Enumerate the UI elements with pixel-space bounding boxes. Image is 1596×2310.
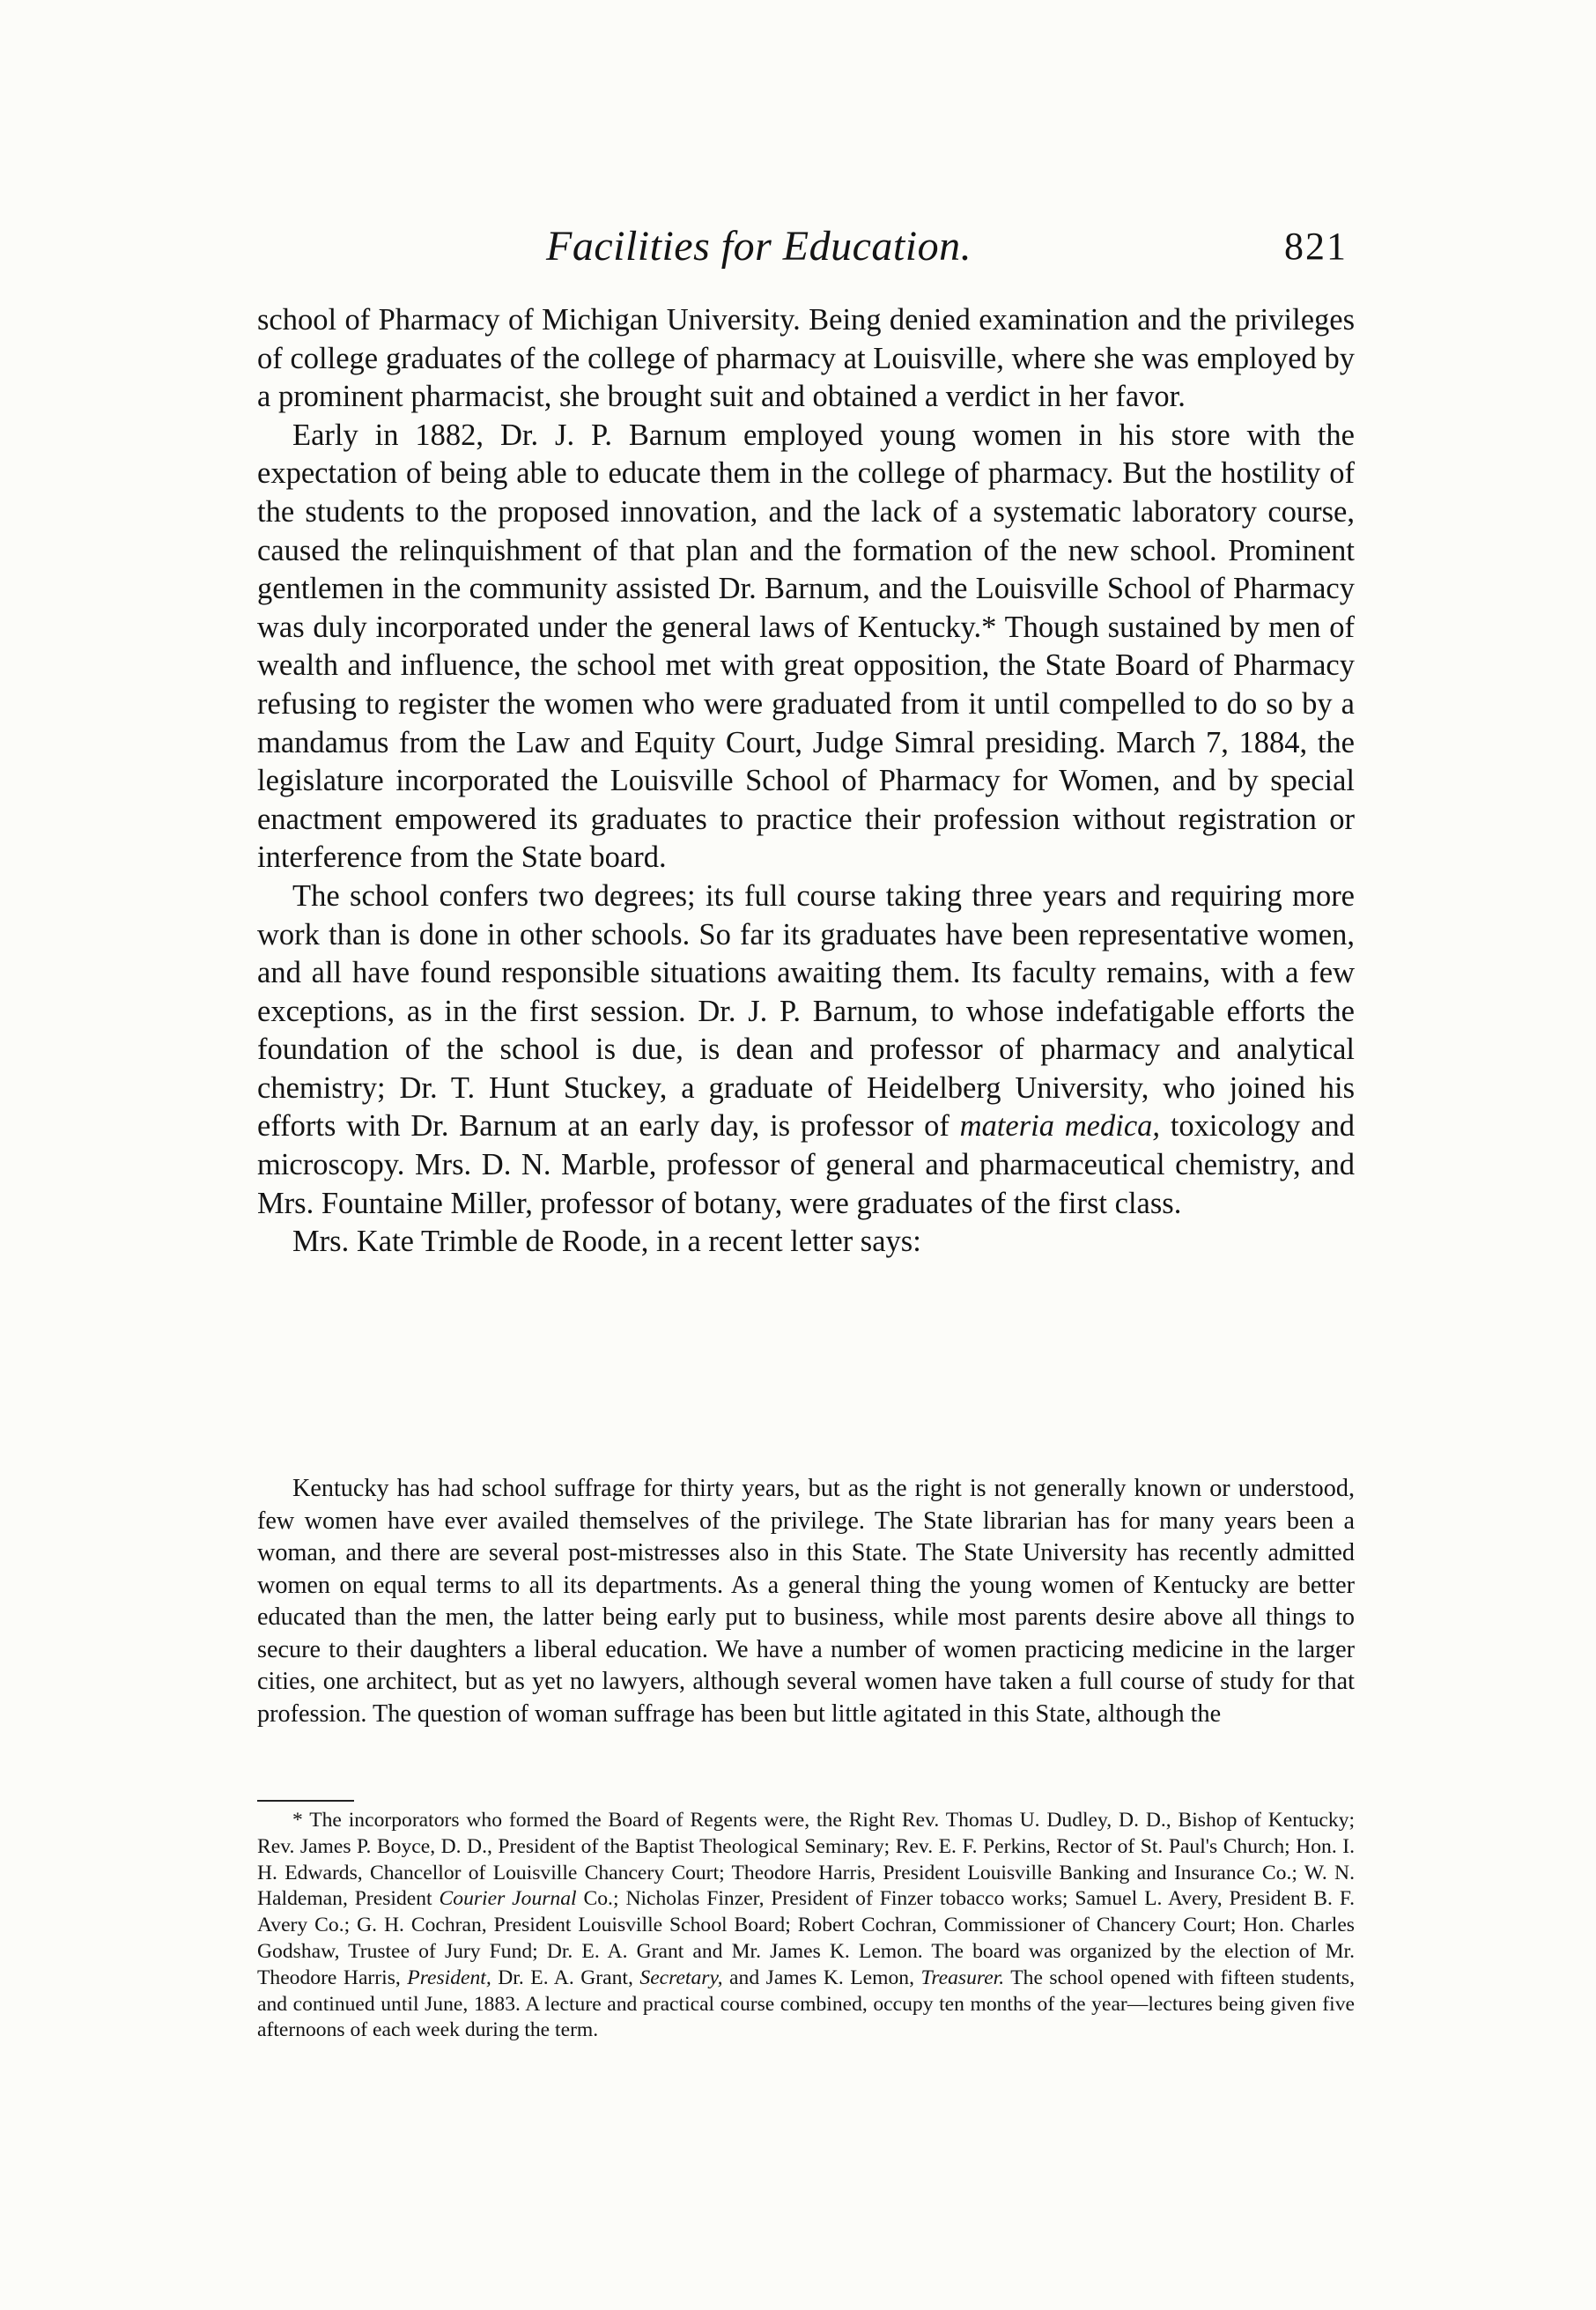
paragraph-3-italic: materia medica,: [959, 1109, 1161, 1144]
footnote-italic-4: Treasurer.: [920, 1966, 1005, 1989]
footnote-italic-3: Secretary,: [639, 1966, 723, 1989]
footnote-text-1: * The incorporators who formed the Board of Regents were, the Right Rev. Thomas U. Dudley, D. D., Bishop of Kentucky; Rev. James P. Boyce, D. D., President of the Baptist Theological Seminary; Rev. E. F. Perkins, Rector of St. Paul's Church; Hon. I. H. Edwards, Chancellor of Louisville Chancery Court; Theodore Harris, President Louisville Banking and Insurance Co.; W. N. Haldeman, President: [257, 1809, 1355, 1911]
running-title: Facilities for Education.: [546, 223, 972, 270]
footnote-rule: [257, 1800, 354, 1802]
footnote-italic-2: President,: [407, 1966, 491, 1989]
footnote-text-4: and James K. Lemon,: [722, 1966, 921, 1989]
paragraph-2: Early in 1882, Dr. J. P. Barnum employed young women in his store with the expectation of being able to educate them in the college of pharmacy. But the hostility of the students to the proposed innovation, and the lack of a systematic laboratory course, caused the relinquishment of that plan and the formation of the new school. Prominent gentlemen in the community assisted Dr. Barnum, and the Louisville School of Pharmacy was duly incorporated under the general laws of Kentucky.* Though sustained by men of wealth and influence, the school met with great opposition, the State Board of Pharmacy refusing to register the women who were graduated from it until compelled to do so by a mandamus from the Law and Equity Court, Judge Simral presiding. March 7, 1884, the legislature incorporated the Louisville School of Pharmacy for Women, and by special enactment empowered its graduates to practice their profession without registration or interference from the State board.: [257, 418, 1355, 875]
page-number: 821: [1284, 225, 1348, 268]
footnote-text-2: Co.; Nicholas Finzer, President of Finzer tobacco works; Samuel L. Avery, President B. F. Avery Co.; G. H. Cochran, President Louisville School Board; Robert Cochran, Commissioner of Chancery Court; Hon. Charles Godshaw, Trustee of Jury Fund; Dr. E. A. Grant and Mr. James K. Lemon. The board was organized by the election of Mr. Theodore Harris,: [257, 1887, 1355, 1989]
running-head: [255, 222, 1348, 278]
footnote-text-5: The school opened with fifteen students, and continued until June, 1883. A lecture and practical course combined, occupy ten months of the year—lectures being given five afternoons of each week during the term.: [257, 1966, 1355, 2042]
quote-paragraph: Kentucky has had school suffrage for thirty years, but as the right is not generally known or understood, few women have ever availed themselves of the privilege. The State librarian has for many years been a woman, and there are several post-mistresses also in this State. The State University has recently admitted women on equal terms to all its departments. As a general thing the young women of Kentucky are better educated than the men, the latter being early put to business, while most parents desire above all things to secure to their daughters a liberal education. We have a number of women practicing medicine in the larger cities, one architect, but as yet no lawyers, although several women have taken a full course of study for that profession. The question of woman suffrage has been but little agitated in this State, although the: [257, 1475, 1355, 1728]
paragraph-4: Mrs. Kate Trimble de Roode, in a recent letter says:: [292, 1225, 921, 1259]
footnote-text-3: Dr. E. A. Grant,: [491, 1966, 640, 1989]
paragraph-3-text: The school confers two degrees; its full course taking three years and requiring more work than is done in other schools. So far its graduates have been representative women, and all have found responsible situations awaiting them. Its faculty remains, with a few exceptions, as in the first session. Dr. J. P. Barnum, to whose indefatigable efforts the foundation of the school is due, is dean and professor of pharmacy and analytical chemistry; Dr. T. Hunt Stuckey, a graduate of Heidelberg University, who joined his efforts with Dr. Barnum at an early day, is professor of: [257, 878, 1355, 1144]
footnote-paragraph: [257, 1808, 1355, 2044]
footnote-italic-1: Courier Journal: [439, 1887, 577, 1911]
paragraph-1: school of Pharmacy of Michigan University. Being denied examination and the privileges of college graduates of the college of pharmacy at Louisville, where she was employed by a prominent pharmacist, she brought suit and obtained a verdict in her favor.: [257, 303, 1355, 414]
block-quote: [257, 1473, 1355, 1730]
footnote: [257, 1808, 1355, 2044]
main-text: [257, 301, 1355, 1262]
paragraph-3-text-end: toxicology and microscopy. Mrs. D. N. Marble, professor of general and pharmaceutical chemistry, and Mrs. Fountaine Miller, professor of botany, were graduates of the first class.: [257, 1109, 1356, 1220]
paragraph-3: [257, 877, 1355, 1223]
